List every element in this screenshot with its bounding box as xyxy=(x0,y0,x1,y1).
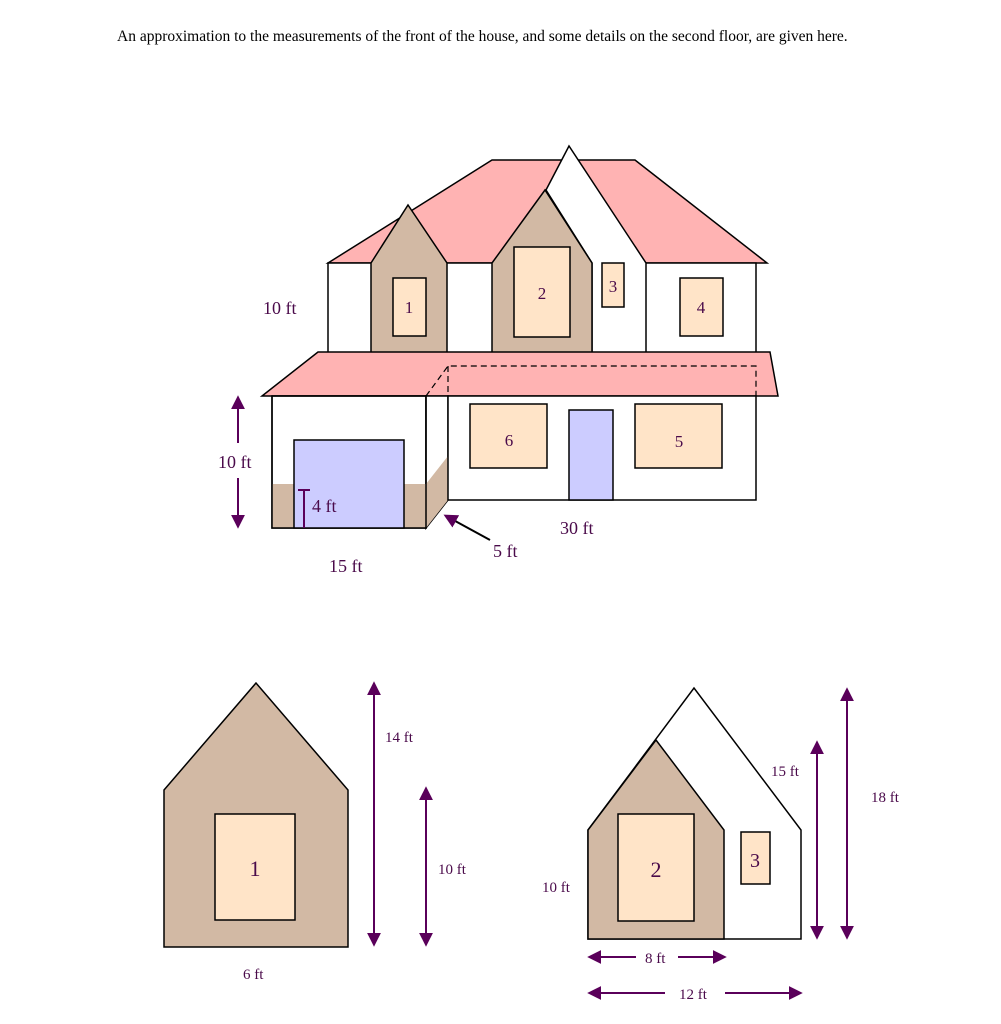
garage-panel-label: 4 ft xyxy=(312,496,337,516)
window-6-label: 6 xyxy=(504,431,514,450)
front-door xyxy=(569,410,613,500)
main-width-label: 30 ft xyxy=(560,518,594,538)
house-front xyxy=(262,146,778,528)
detail-left-window-label: 1 xyxy=(249,856,261,881)
garage-width-label: 15 ft xyxy=(329,556,363,576)
right-outer-height-label: 18 ft xyxy=(871,790,899,806)
window-1-label: 1 xyxy=(404,298,414,317)
detail-left xyxy=(164,683,426,947)
garage-depth-label: 5 ft xyxy=(493,541,518,561)
left-width-label: 6 ft xyxy=(243,967,264,983)
upper-height-label: 10 ft xyxy=(263,298,297,318)
lower-height-label: 10 ft xyxy=(218,452,252,472)
window-2-label: 2 xyxy=(537,284,547,303)
garage-door xyxy=(294,440,404,528)
intro-text: An approximation to the measurements of the front of the house, and some details on the second floor, are given here. xyxy=(117,28,848,45)
left-wall-height-label: 10 ft xyxy=(438,862,466,878)
left-total-height-label: 14 ft xyxy=(385,730,413,746)
right-outer-width-label: 12 ft xyxy=(679,987,707,1003)
window-4-label: 4 xyxy=(696,298,706,317)
right-inner-height-label: 15 ft xyxy=(771,764,799,780)
detail-right-window-3-label: 3 xyxy=(750,850,760,872)
window-3-label: 3 xyxy=(608,277,618,296)
right-inner-width-label: 8 ft xyxy=(645,951,666,967)
detail-right-window-2-label: 2 xyxy=(650,857,662,882)
right-wall-height-label: 10 ft xyxy=(542,880,570,896)
detail-right xyxy=(588,688,847,993)
garage-depth-arrow xyxy=(446,516,490,540)
porch-roof xyxy=(262,352,778,396)
window-5-label: 5 xyxy=(674,432,684,451)
